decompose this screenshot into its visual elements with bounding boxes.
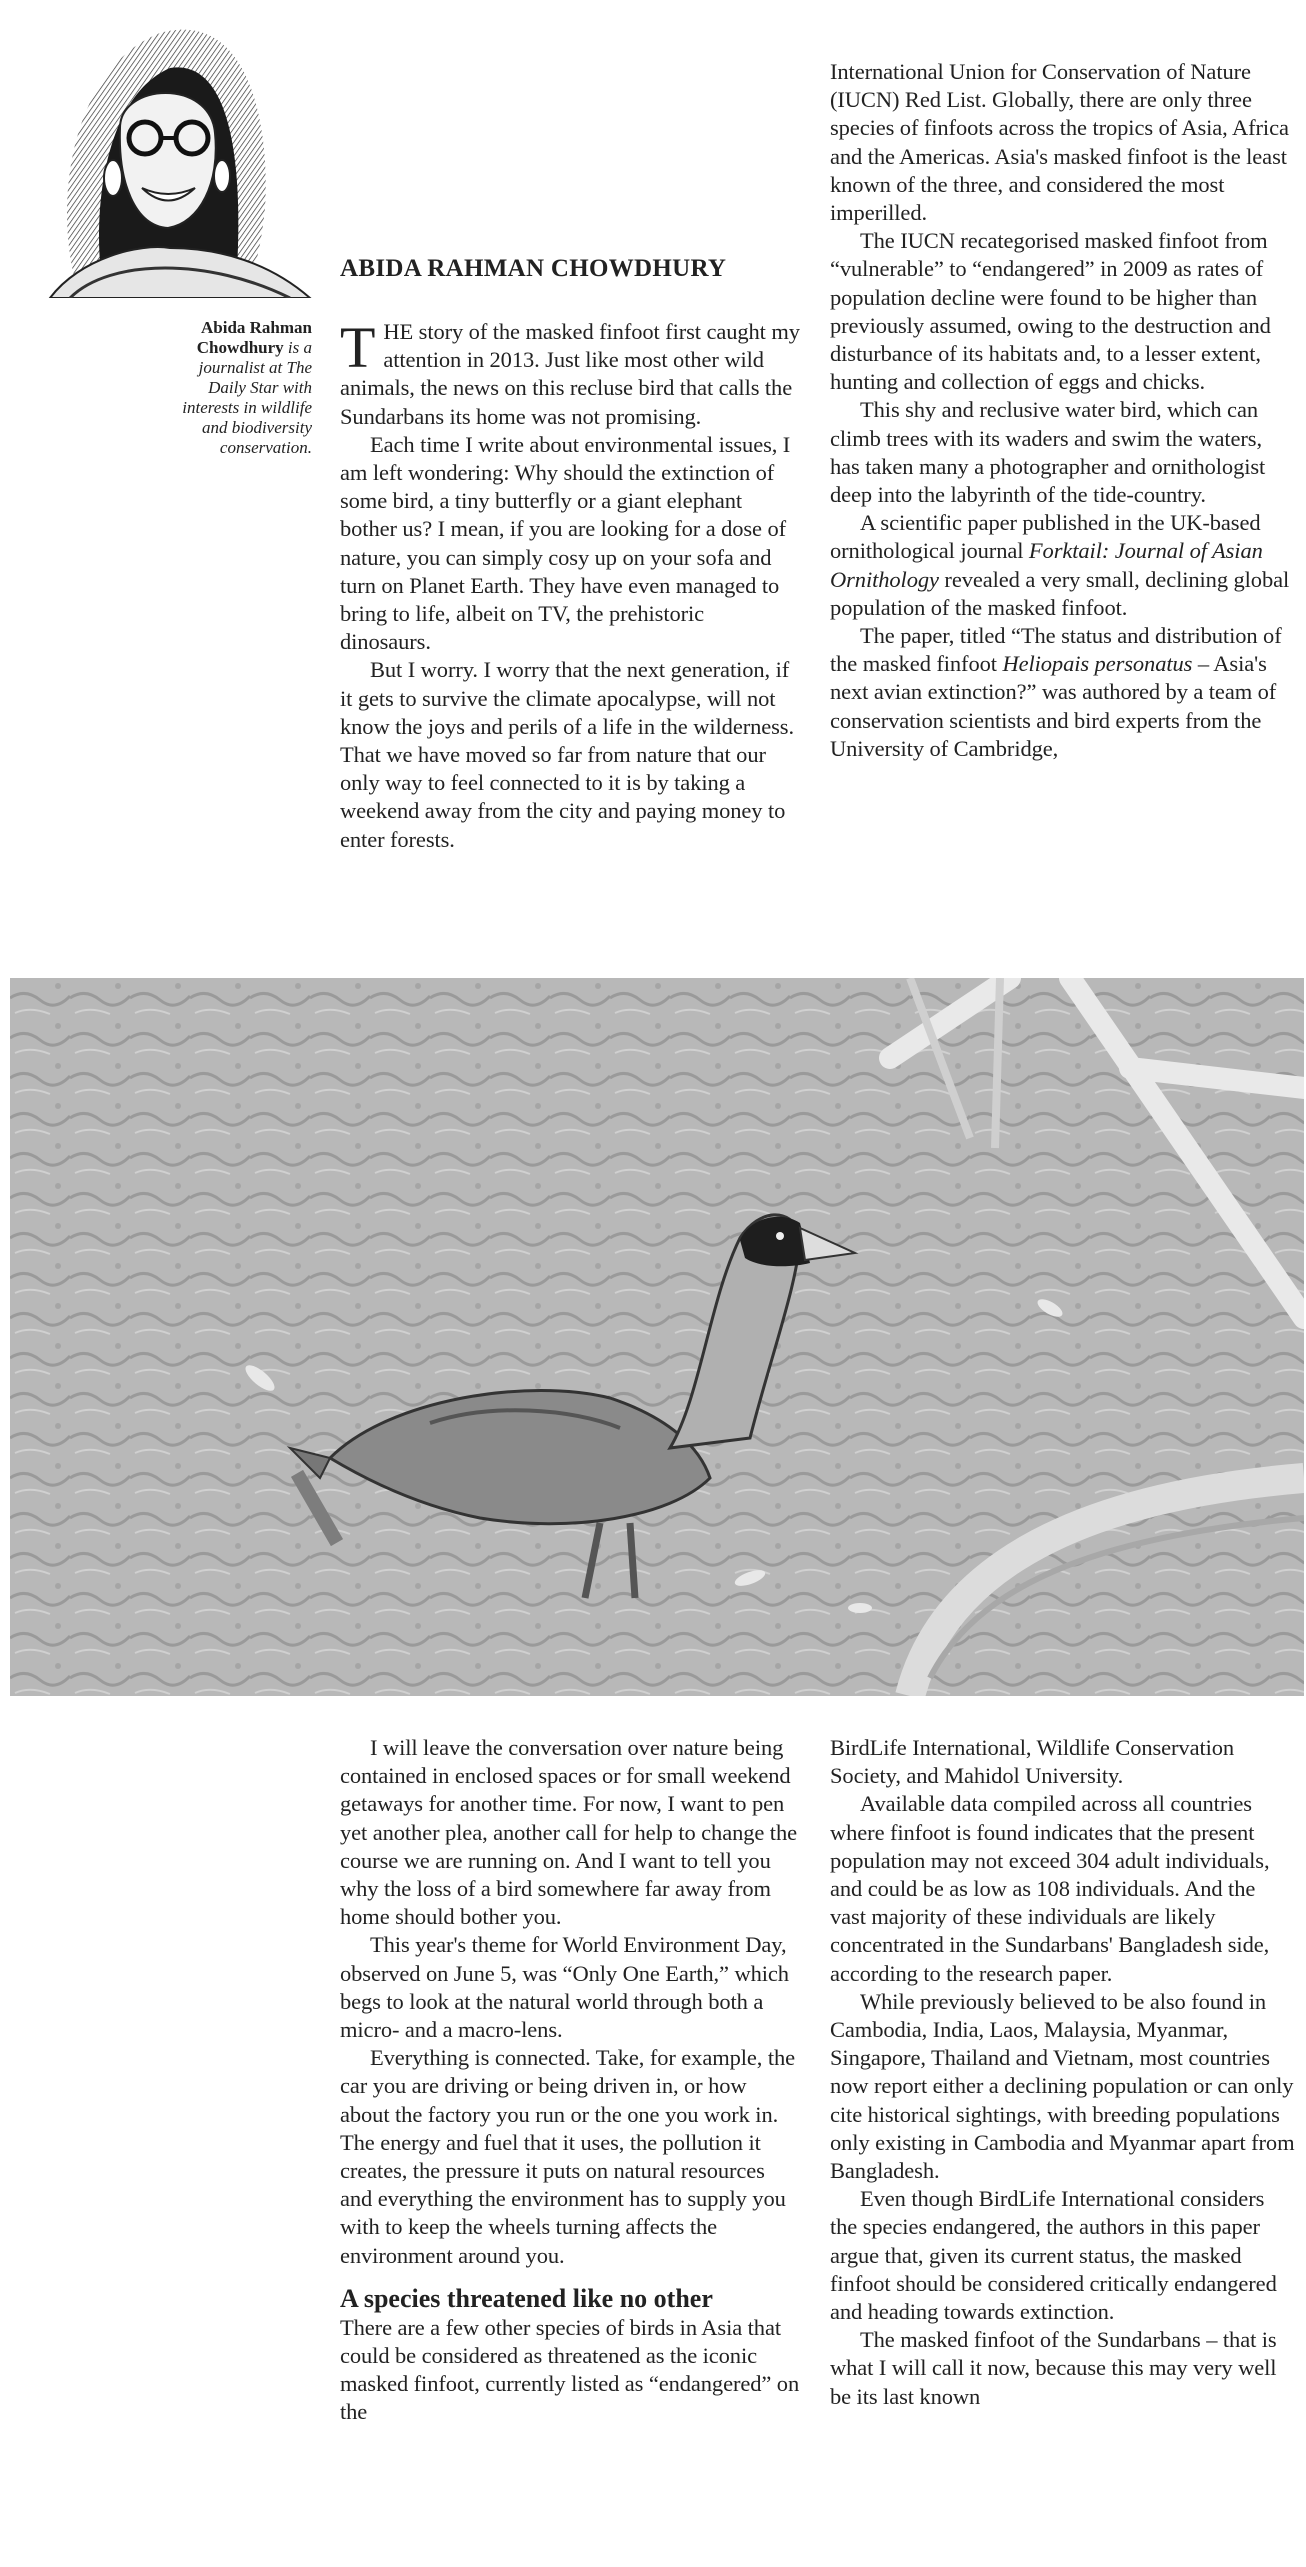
paragraph: This year's theme for World Environment Day, observed on June 5, was “Only One Earth,” which begs to look at the natural world through both a micro- and a macro-lens. [340,1932,789,2043]
paragraph: The paper, titled “The status and distribution of the masked finfoot Heliopais personatus – Asia's next avian extinction?” was authored by a team of conservation scientists and bird experts from the University of Cambridge, [830,623,1282,761]
paragraph: There are a few other species of birds in Asia that could be considered as threatened as the iconic masked finfoot, currently listed as “endangered” on the [340,2314,800,2425]
author-bio [172,318,312,458]
paragraph: The IUCN recategorised masked finfoot from “vulnerable” to “endangered” in 2009 as rates of population decline were found to be higher than previously assumed, owing to the destruction and disturbance of its habitats and, to a lesser extent, hunting and collection of eggs and chicks. [830,228,1271,395]
paragraph: While previously believed to be also found in Cambodia, India, Laos, Malaysia, Myanmar, Singapore, Thailand and Vietnam, most countries now report either a declining population or can only cite historical sightings, with breeding populations only existing in Cambodia and Myanmar apart from Bangladesh. [830,1988,1295,2184]
paragraph: BirdLife International, Wildlife Conservation Society, and Mahidol University. [830,1735,1235,1789]
paragraph: This shy and reclusive water bird, which can climb trees with its waders and swim the waters, has taken many a photographer and ornithologist deep into the labyrinth of the tide-country. [830,397,1266,508]
column-1-bottom [340,1734,800,2427]
species-name: Heliopais personatus [1002,651,1193,677]
lead-paragraph: THE story of the masked finfoot first caught my attention in 2013. Just like most other wild animals, the news on this recluse bird that calls the Sundarbans its home was not promising. [340,315,800,429]
column-2-bottom [830,1734,1295,2411]
byline: ABIDA RAHMAN CHOWDHURY [340,255,727,282]
bio-name: Abida Rahman Chowdhury [196,318,312,357]
bio-text: is a journalist at The Daily Star with interests in wildlife and biodiversity conservation. [182,338,312,457]
paragraph: Everything is connected. Take, for example, the car you are driving or being driven in, or how about the factory you run or the one you work in. The energy and fuel that it uses, the pollution it creates, the pressure it puts on natural resources and everything the environment has to supply you with to keep the wheels turning affects the environment around you. [340,2045,796,2268]
paragraph: But I worry. I worry that the next generation, if it gets to survive the climate apocalypse, will not know the joys and perils of a life in the wilderness. That we have moved so far from nature that our only way to feel connected to it is by taking a weekend away from the city and paying money to enter forests. [340,657,794,852]
paragraph: Each time I write about environmental issues, I am left wondering: Why should the extinction of some bird, a tiny butterfly or a giant elephant bother us? I mean, if you are looking for a dose of nature, you can simply cosy up on your sofa and turn on Planet Earth. They have even managed to bring to life, albeit on TV, the prehistoric dinosaurs. [340,431,791,655]
masked-finfoot-photo [10,978,1304,1696]
subheading: A species threatened like no other [340,2283,713,2313]
column-1-top [340,315,800,854]
column-2-top [830,58,1295,763]
dropcap: T [340,315,376,380]
paragraph: The masked finfoot of the Sundarbans – that is what I will call it now, because this may very well be its last known [830,2327,1277,2409]
paragraph: I will leave the conversation over nature being contained in enclosed spaces or for small weekend getaways for another time. For now, I want to pen yet another plea, another call for help to change the course we are running on. And I want to tell you why the loss of a bird somewhere far away from home should bother you. [340,1735,797,1930]
journal-name: Forktail: Journal of Asian Ornithology [830,538,1263,592]
paragraph: Even though BirdLife International considers the species endangered, the authors in this paper argue that, given its current status, the masked finfoot should be considered critically endangered and heading towards extinction. [830,2186,1277,2325]
paragraph: A scientific paper published in the UK-based ornithological journal Forktail: Journal of Asian Ornithology revealed a very small, declining global population of the masked finfoot. [830,510,1290,620]
paragraph: Available data compiled across all countries where finfoot is found indicates that the present population may not exceed 304 adult individuals, and could be as low as 108 individuals. And the vast majority of these individuals are likely concentrated in the Sundarbans' Bangladesh side, according to the research paper. [830,1791,1270,1986]
paragraph: International Union for Conservation of Nature (IUCN) Red List. Globally, there are only three species of finfoots across the tropics of Asia, Africa and the Americas. Asia's masked finfoot is the least known of the three, and considered the most imperilled. [830,59,1289,226]
author-portrait [10,8,340,298]
